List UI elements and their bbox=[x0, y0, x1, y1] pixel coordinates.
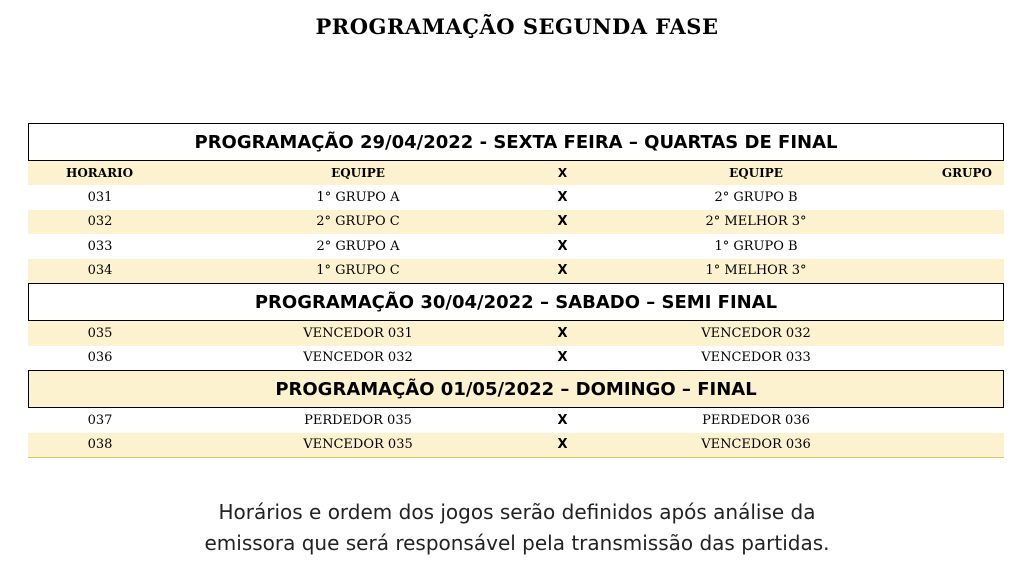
equipe-2-cell: PERDEDOR 036 bbox=[702, 412, 810, 428]
versus-cell: X bbox=[557, 325, 568, 341]
equipe-2-cell: 1° MELHOR 3° bbox=[705, 263, 807, 279]
versus-cell: X bbox=[557, 263, 568, 279]
table-bottom-divider bbox=[28, 457, 1004, 458]
horario-cell: 033 bbox=[87, 238, 113, 254]
column-header-equipe-1: EQUIPE bbox=[331, 166, 385, 180]
equipe-2-cell: 2° MELHOR 3° bbox=[705, 214, 807, 230]
footnote bbox=[0, 497, 1024, 559]
equipe-1-cell: 1° GRUPO A bbox=[316, 189, 400, 205]
table-row bbox=[28, 234, 1004, 259]
section-header-quartas: PROGRAMAÇÃO 29/04/2022 - SEXTA FEIRA – QUARTAS DE FINAL bbox=[28, 123, 1004, 161]
horario-cell: 031 bbox=[87, 189, 113, 205]
section-header-final: PROGRAMAÇÃO 01/05/2022 – DOMINGO – FINAL bbox=[28, 370, 1004, 408]
column-header-equipe-2: EQUIPE bbox=[729, 166, 783, 180]
horario-cell: 034 bbox=[87, 263, 113, 279]
equipe-1-cell: VENCEDOR 031 bbox=[303, 325, 413, 341]
table-row bbox=[28, 259, 1004, 284]
page-title: PROGRAMAÇÃO SEGUNDA FASE bbox=[315, 14, 719, 39]
versus-cell: X bbox=[557, 214, 568, 230]
versus-cell: X bbox=[557, 350, 568, 366]
versus-cell: X bbox=[557, 437, 568, 453]
horario-cell: 037 bbox=[87, 412, 113, 428]
table-row bbox=[28, 210, 1004, 235]
table-row bbox=[28, 346, 1004, 371]
horario-cell: 035 bbox=[87, 325, 113, 341]
schedule-table bbox=[28, 123, 1004, 458]
equipe-1-cell: PERDEDOR 035 bbox=[304, 412, 412, 428]
horario-cell: 036 bbox=[87, 350, 113, 366]
column-header-row bbox=[28, 161, 1004, 185]
equipe-1-cell: 2° GRUPO C bbox=[316, 214, 400, 230]
equipe-2-cell: VENCEDOR 036 bbox=[701, 437, 811, 453]
equipe-2-cell: 1° GRUPO B bbox=[714, 238, 798, 254]
table-row bbox=[28, 185, 1004, 210]
column-header-grupo: GRUPO bbox=[941, 166, 992, 180]
equipe-2-cell: VENCEDOR 033 bbox=[701, 350, 811, 366]
horario-cell: 032 bbox=[87, 214, 113, 230]
footnote-line-2: emissora que será responsável pela transmissão das partidas. bbox=[204, 531, 830, 555]
equipe-1-cell: 1° GRUPO C bbox=[316, 263, 400, 279]
table-row bbox=[28, 321, 1004, 346]
equipe-2-cell: 2° GRUPO B bbox=[714, 189, 798, 205]
table-row bbox=[28, 408, 1004, 433]
versus-cell: X bbox=[557, 189, 568, 205]
column-header-x: X bbox=[557, 166, 568, 180]
equipe-1-cell: 2° GRUPO A bbox=[316, 238, 400, 254]
equipe-2-cell: VENCEDOR 032 bbox=[701, 325, 811, 341]
versus-cell: X bbox=[557, 238, 568, 254]
table-row bbox=[28, 433, 1004, 458]
versus-cell: X bbox=[557, 412, 568, 428]
footnote-line-1: Horários e ordem dos jogos serão definidos após análise da bbox=[218, 500, 816, 524]
horario-cell: 038 bbox=[87, 437, 113, 453]
equipe-1-cell: VENCEDOR 032 bbox=[303, 350, 413, 366]
equipe-1-cell: VENCEDOR 035 bbox=[303, 437, 413, 453]
section-header-semi-final: PROGRAMAÇÃO 30/04/2022 – SABADO – SEMI FINAL bbox=[28, 283, 1004, 321]
column-header-horario: HORARIO bbox=[66, 166, 134, 180]
